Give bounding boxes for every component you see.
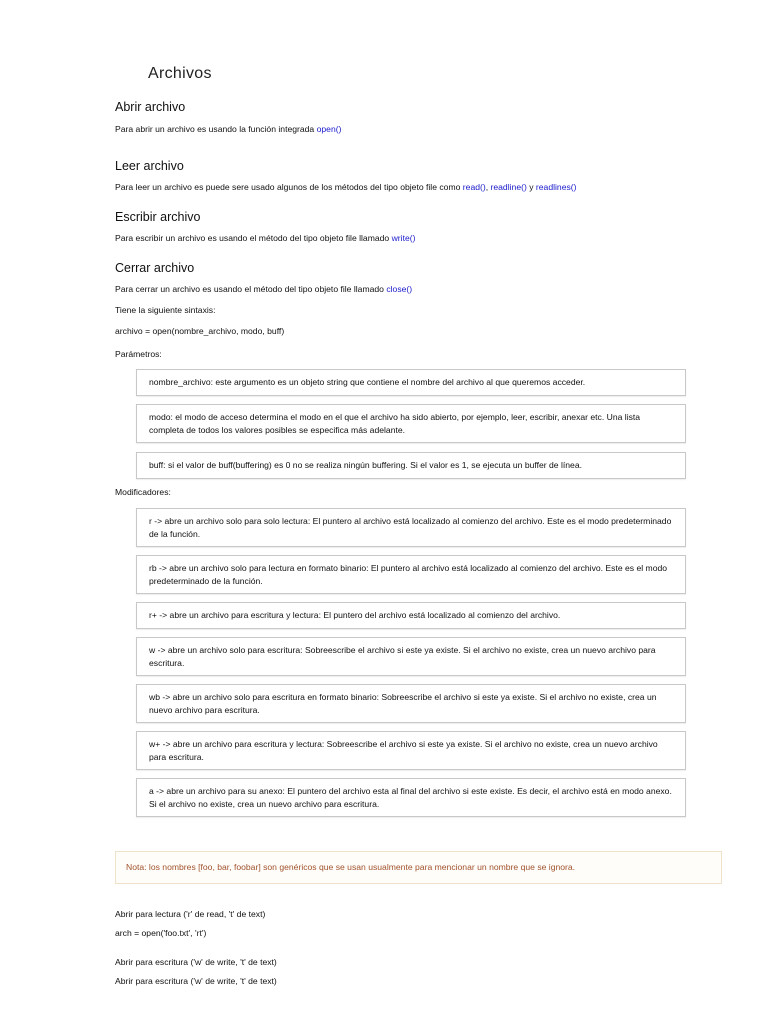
heading-abrir-archivo: Abrir archivo	[115, 100, 186, 114]
modifier-box-rb: rb -> abre un archivo solo para lectura en formato binario: El puntero al archivo está localizado al comienzo del archivo. Este es el modo predeterminado de la función.	[136, 555, 686, 594]
paragraph-cerrar-text: Para cerrar un archivo es usando el método del tipo objeto file llamado	[115, 284, 387, 294]
example-line-2: arch = open('foo.txt', 'rt')	[115, 928, 207, 938]
paragraph-abrir-text: Para abrir un archivo es usando la función integrada	[115, 124, 317, 134]
modifier-box-r: r -> abre un archivo solo para solo lectura: El puntero al archivo está localizado al comienzo del archivo. Este es el modo predeterminado de la función.	[136, 508, 686, 547]
example-line-1: Abrir para lectura ('r' de read, 't' de text)	[115, 909, 266, 919]
link-read[interactable]: read()	[462, 182, 486, 192]
syntax-intro: Tiene la siguiente sintaxis:	[115, 305, 216, 315]
heading-escribir-archivo: Escribir archivo	[115, 210, 201, 224]
params-label: Parámetros:	[115, 349, 162, 359]
modifier-box-a: a -> abre un archivo para su anexo: El puntero del archivo esta al final del archivo si este existe. Es decir, el archivo está en modo anexo. Si el archivo no existe, crea un nuevo archivo para escritura.	[136, 778, 686, 817]
example-line-4: Abrir para escritura ('w' de write, 't' de text)	[115, 976, 277, 986]
link-readlines[interactable]: readlines()	[535, 182, 577, 192]
paragraph-escribir-text: Para escribir un archivo es usando el método del tipo objeto file llamado	[115, 233, 392, 243]
paragraph-leer	[115, 182, 577, 192]
param-box-buff: buff: si el valor de buff(buffering) es 0 no se realiza ningún buffering. Si el valor es 1, se ejecuta un buffer de línea.	[136, 452, 686, 479]
page-title: Archivos	[148, 65, 212, 82]
example-line-3: Abrir para escritura ('w' de write, 't' de text)	[115, 957, 277, 967]
modifiers-label: Modificadores:	[115, 487, 171, 497]
separator-y: y	[526, 182, 536, 192]
paragraph-escribir	[115, 233, 415, 243]
link-open[interactable]: open()	[316, 124, 342, 134]
link-readline[interactable]: readline()	[490, 182, 527, 192]
param-box-nombre-archivo: nombre_archivo: este argumento es un objeto string que contiene el nombre del archivo al que queremos acceder.	[136, 369, 686, 396]
syntax-code: archivo = open(nombre_archivo, modo, buff)	[115, 326, 285, 336]
modifier-box-r-plus: r+ -> abre un archivo para escritura y lectura: El puntero del archivo está localizado al comienzo del archivo.	[136, 602, 686, 629]
heading-cerrar-archivo: Cerrar archivo	[115, 261, 195, 275]
note-box: Nota: los nombres [foo, bar, foobar] son genéricos que se usan usualmente para mencionar un nombre que se ignora.	[115, 851, 722, 884]
param-box-modo: modo: el modo de acceso determina el modo en el que el archivo ha sido abierto, por ejemplo, leer, escribir, anexar etc. Una lista completa de todos los valores posibles se especifica más adelante.	[136, 404, 686, 443]
modifier-box-w: w -> abre un archivo solo para escritura: Sobreescribe el archivo si este ya existe. Si el archivo no existe, crea un nuevo archivo para escritura.	[136, 637, 686, 676]
paragraph-abrir	[115, 124, 341, 134]
heading-leer-archivo: Leer archivo	[115, 159, 184, 173]
paragraph-cerrar	[115, 284, 412, 294]
modifier-box-w-plus: w+ -> abre un archivo para escritura y lectura: Sobreescribe el archivo si este ya existe. Si el archivo no existe, crea un nuevo archivo para escritura.	[136, 731, 686, 770]
paragraph-leer-text: Para leer un archivo es puede sere usado algunos de los métodos del tipo objeto file como	[115, 182, 463, 192]
link-close[interactable]: close()	[386, 284, 413, 294]
link-write[interactable]: write()	[391, 233, 416, 243]
modifier-box-wb: wb -> abre un archivo solo para escritura en formato binario: Sobreescribe el archivo si este ya existe. Si el archivo no existe, crea un nuevo archivo para escritura.	[136, 684, 686, 723]
separator-comma: ,	[485, 182, 491, 192]
